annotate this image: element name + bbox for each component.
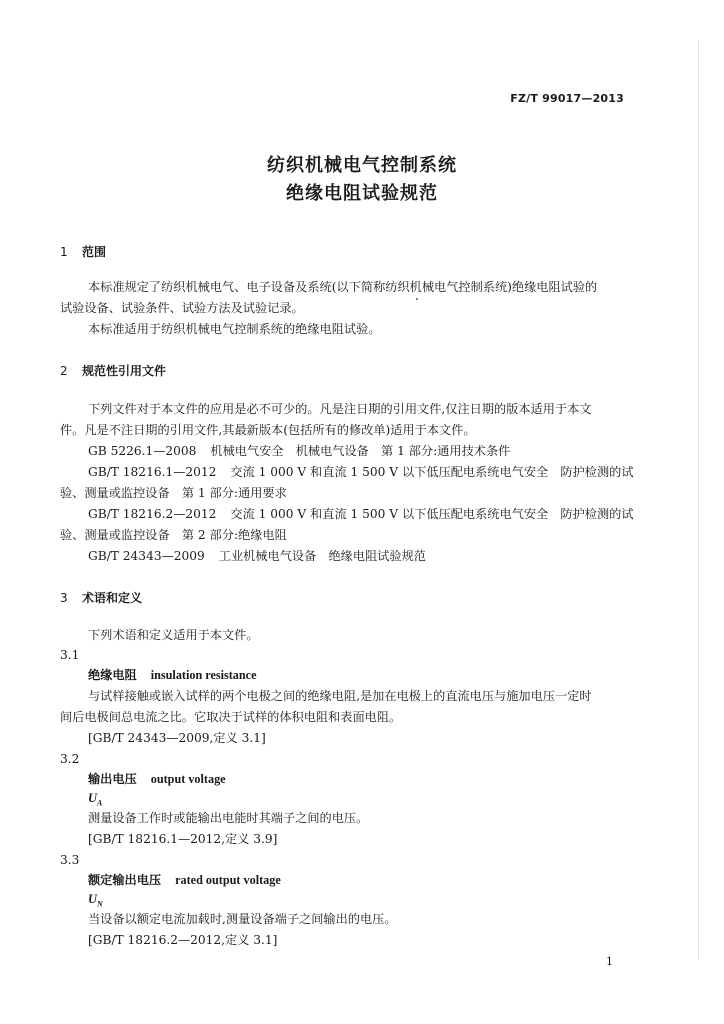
term-definition-line-2: 间后电极间总电流之比。它取决于试样的体积电阻和表面电阻。 xyxy=(60,710,402,724)
reference-item xyxy=(88,444,510,459)
scan-speck xyxy=(416,298,418,300)
reference-title-continued: 验、测量或监控设备 第 2 部分:绝缘电阻 xyxy=(60,528,287,542)
term-number: 3.1 xyxy=(60,648,80,662)
term-source: [GB/T 24343—2009,定义 3.1] xyxy=(88,731,266,745)
section-1-title: 范围 xyxy=(82,245,107,259)
document-title-line-2: 绝缘电阻试验规范 xyxy=(286,183,438,204)
section-1-para-2: 本标准适用于纺织机械电气控制系统的绝缘电阻试验。 xyxy=(88,322,381,336)
section-3-heading xyxy=(60,589,142,606)
term-symbol xyxy=(88,791,102,811)
section-3-intro: 下列术语和定义适用于本文件。 xyxy=(88,628,259,642)
reference-code: GB/T 24343—2009 xyxy=(88,549,205,563)
term-en: rated output voltage xyxy=(175,873,281,887)
standard-code: FZ/T 99017—2013 xyxy=(510,92,624,105)
term-zh: 绝缘电阻 xyxy=(88,668,137,682)
reference-item xyxy=(88,507,634,522)
reference-title: 交流 1 000 V 和直流 1 500 V 以下低压配电系统电气安全 防护检测的试 xyxy=(230,507,634,521)
section-1-heading xyxy=(60,243,106,260)
term-definition: 测量设备工作时或能输出电能时其端子之间的电压。 xyxy=(88,811,369,825)
symbol-subscript: A xyxy=(97,798,103,808)
term-en: output voltage xyxy=(150,772,226,786)
symbol-subscript: N xyxy=(97,899,103,909)
reference-code: GB 5226.1—2008 xyxy=(88,444,197,458)
term-symbol xyxy=(88,892,103,912)
term-zh: 额定输出电压 xyxy=(88,873,162,887)
term-heading xyxy=(88,668,257,683)
term-source: [GB/T 18216.2—2012,定义 3.1] xyxy=(88,933,278,947)
scan-edge-line xyxy=(698,40,699,960)
section-3-number: 3 xyxy=(60,591,68,605)
term-definition: 当设备以额定电流加载时,测量设备端子之间输出的电压。 xyxy=(88,912,397,926)
reference-title: 交流 1 000 V 和直流 1 500 V 以下低压配电系统电气安全 防护检测的试 xyxy=(230,465,634,479)
term-number: 3.2 xyxy=(60,752,80,766)
section-1-para-1-line-1: 本标准规定了纺织机械电气、电子设备及系统(以下简称纺织机械电气控制系统)绝缘电阻试验的 xyxy=(88,280,598,294)
section-1-number: 1 xyxy=(60,245,68,259)
reference-code: GB/T 18216.1—2012 xyxy=(88,465,217,479)
term-zh: 输出电压 xyxy=(88,772,137,786)
section-2-title: 规范性引用文件 xyxy=(82,364,167,378)
reference-title: 机械电气安全 机械电气设备 第 1 部分:通用技术条件 xyxy=(210,444,511,458)
term-number: 3.3 xyxy=(60,853,80,867)
section-3-title: 术语和定义 xyxy=(82,591,143,605)
term-definition-line-1: 与试样接触或嵌入试样的两个电极之间的绝缘电阻,是加在电极上的直流电压与施加电压一定时 xyxy=(88,689,592,703)
page-number: 1 xyxy=(606,955,613,968)
reference-title-continued: 验、测量或监控设备 第 1 部分:通用要求 xyxy=(60,486,287,500)
document-title-line-1: 纺织机械电气控制系统 xyxy=(267,155,457,176)
symbol-letter: U xyxy=(88,791,98,805)
section-2-intro-line-2: 件。凡是不注日期的引用文件,其最新版本(包括所有的修改单)适用于本文件。 xyxy=(60,423,476,437)
term-heading xyxy=(88,873,281,888)
term-heading xyxy=(88,772,226,787)
section-2-heading xyxy=(60,362,166,379)
reference-item xyxy=(88,465,634,480)
reference-title: 工业机械电气设备 绝缘电阻试验规范 xyxy=(218,549,426,563)
section-1-para-1-line-2: 试验设备、试验条件、试验方法及试验记录。 xyxy=(60,301,304,315)
section-2-intro-line-1: 下列文件对于本文件的应用是必不可少的。凡是注日期的引用文件,仅注日期的版本适用于本文 xyxy=(88,402,592,416)
reference-code: GB/T 18216.2—2012 xyxy=(88,507,217,521)
symbol-letter: U xyxy=(88,892,98,906)
reference-item xyxy=(88,549,426,564)
term-en: insulation resistance xyxy=(150,668,257,682)
term-source: [GB/T 18216.1—2012,定义 3.9] xyxy=(88,832,278,846)
section-2-number: 2 xyxy=(60,364,68,378)
